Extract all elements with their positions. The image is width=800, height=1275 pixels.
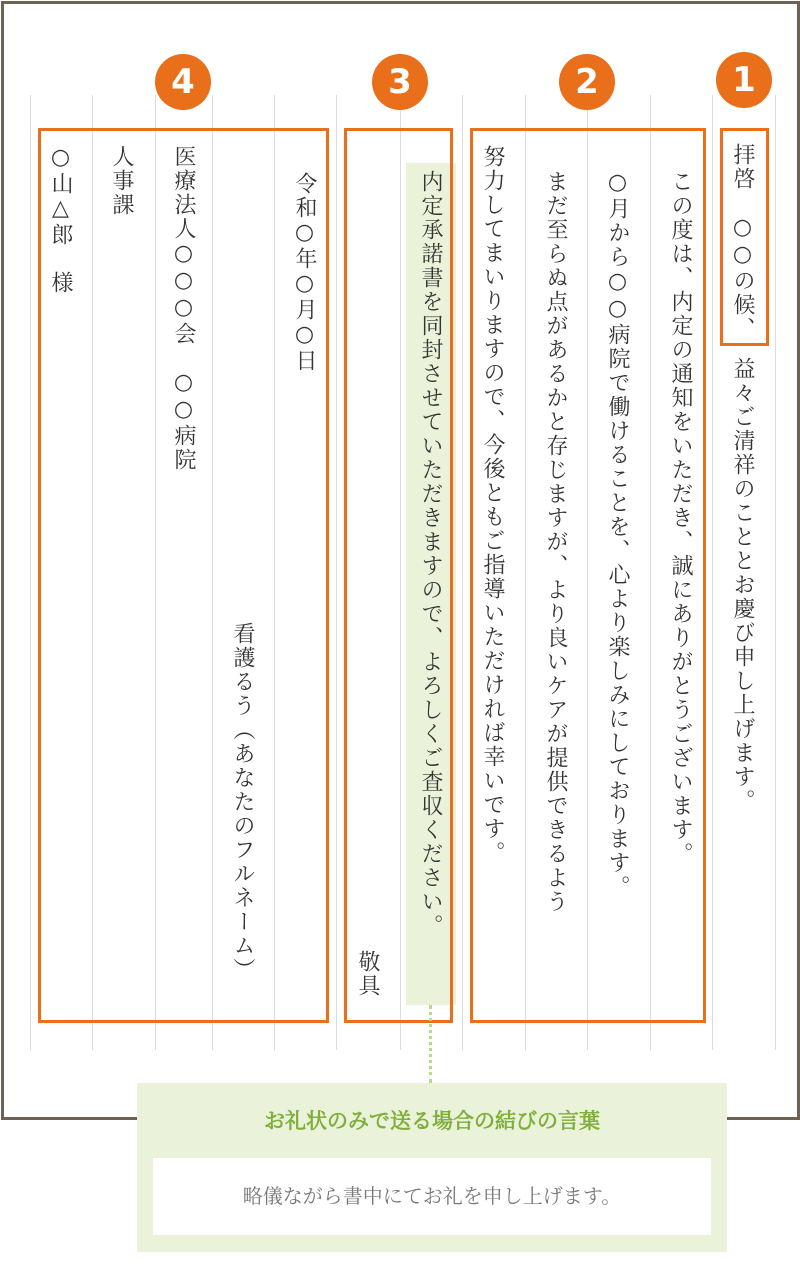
greeting-text: 拝啓 ○○の候、 xyxy=(730,143,755,341)
callout-title: お礼状のみで送る場合の結びの言葉 xyxy=(264,1109,600,1133)
body-line-4: 努力してまいりますので、今後ともご指導いただければ幸いです。 xyxy=(480,145,505,865)
recipient-name: ○山△郎 様 xyxy=(48,145,73,295)
ruled-line xyxy=(30,95,31,1050)
badge-3: 3 xyxy=(372,54,428,110)
badge-4: 4 xyxy=(155,54,211,110)
enclosure-line: 内定承諾書を同封させていただきますので、よろしくご査収ください。 xyxy=(418,170,443,938)
body-line-2: ○月から○○病院で働けることを、心より楽しみにしております。 xyxy=(605,170,630,899)
letter-date: 令和○年○月○日 xyxy=(292,172,317,373)
badge-2: 2 xyxy=(559,54,615,110)
body-line-1: この度は、内定の通知をいただき、誠にありがとうございます。 xyxy=(668,170,693,866)
badge-1: 1 xyxy=(716,52,772,108)
ruled-line xyxy=(712,95,713,1050)
callout-box xyxy=(137,1083,727,1252)
callout-connector xyxy=(429,1005,432,1083)
body-line-3: まだ至らぬ点があるかと存じますが、より良いケアが提供できるよう xyxy=(543,170,568,914)
greeting-continuation: 益々ご清祥のこととお慶び申し上げます。 xyxy=(730,357,755,813)
department-name: 人事課 xyxy=(109,145,134,217)
callout-body: 略儀ながら書中にてお礼を申し上げます。 xyxy=(153,1158,711,1235)
ruled-line xyxy=(462,95,463,1050)
organization-name: 医療法人○○○会 ○○病院 xyxy=(171,145,196,472)
sender-name: 看護るう（あなたのフルネーム） xyxy=(230,622,255,982)
ruled-line xyxy=(775,95,776,1050)
ruled-line xyxy=(336,95,337,1050)
closing-keigu: 敬具 xyxy=(355,950,380,998)
